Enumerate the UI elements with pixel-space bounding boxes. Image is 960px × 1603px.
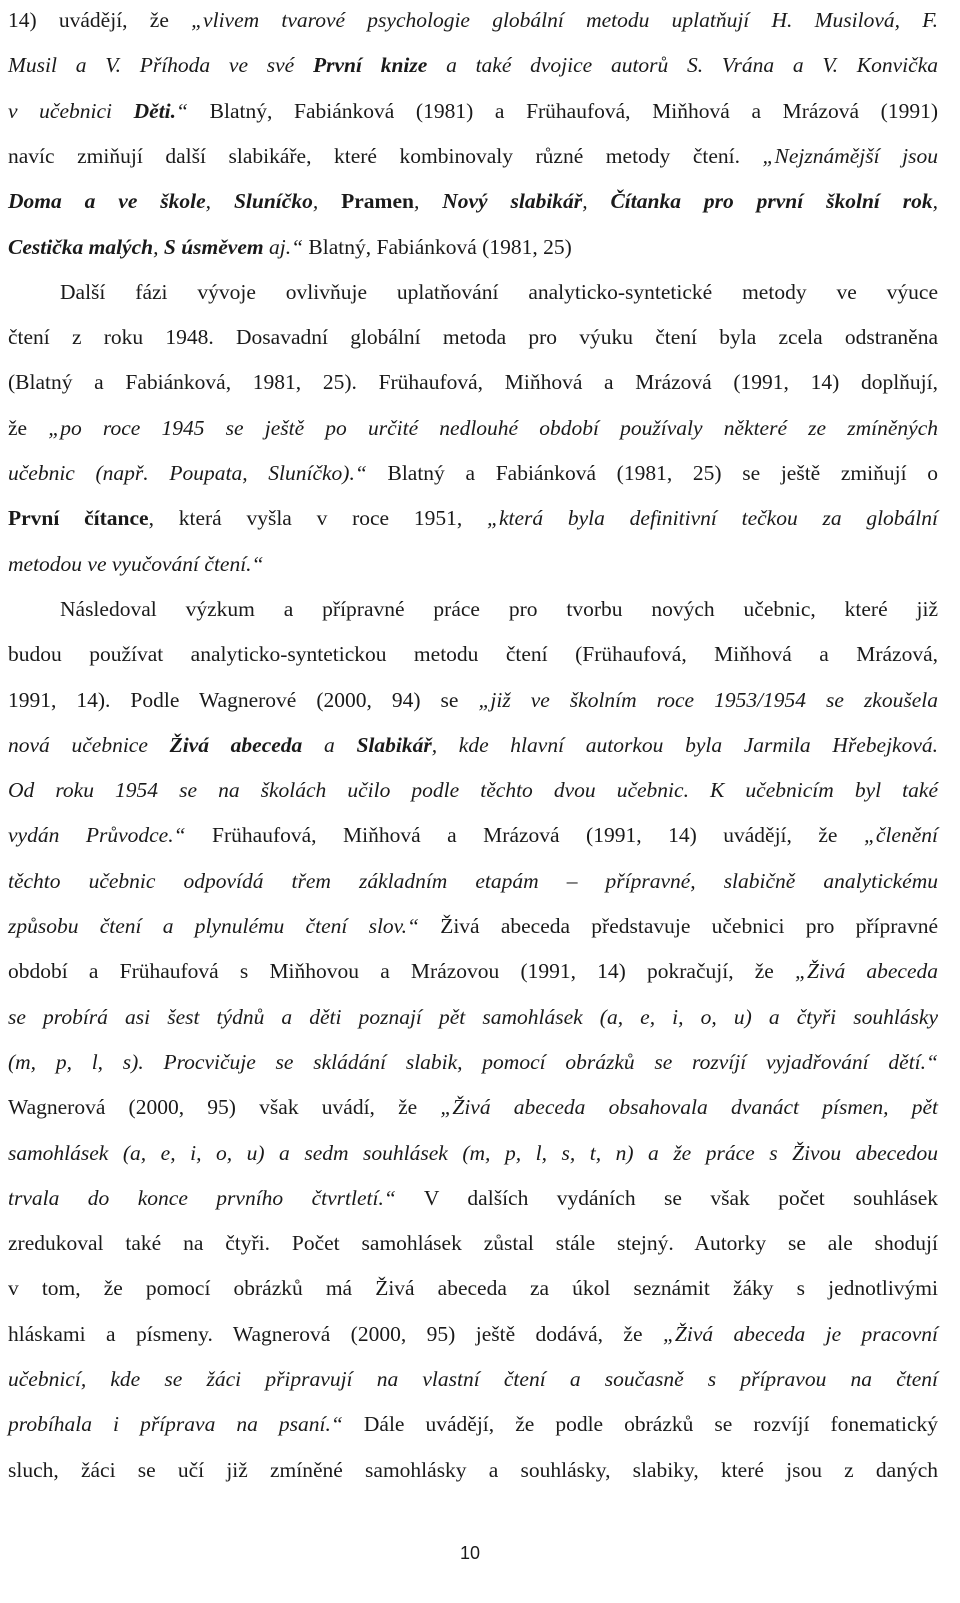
text-run: v tom, že pomocí obrázků má Živá abeceda za úkol seznámit žáky s jednotlivými [8, 1276, 938, 1301]
text-run: Děti. [133, 98, 177, 123]
text-run: , [582, 189, 611, 214]
text-run: Další fázi vývoje ovlivňuje uplatňování analyticko-syntetické metody ve výuce [60, 279, 938, 304]
text-run: budou používat analyticko-syntetickou metodu čtení (Frühaufová, Miňhová a Mrázová, [8, 642, 938, 667]
text-run: „členění [863, 823, 938, 848]
text-line [8, 546, 938, 582]
text-line [8, 1044, 938, 1080]
text-line [8, 93, 938, 129]
text-run: “ [176, 98, 189, 123]
text-run: trvala do konce prvního čtvrtletí.“ [8, 1185, 396, 1210]
text-run: První knize [312, 53, 428, 78]
page-number: 10 [459, 1543, 481, 1563]
text-line [8, 1361, 938, 1397]
text-run: Musil a V. Příhoda ve své [8, 53, 313, 78]
text-run: První čítance [8, 506, 149, 531]
text-run: Živá abeceda představuje učebnici pro přípravné [418, 914, 938, 938]
text-line [8, 772, 938, 808]
text-run: v učebnici [8, 98, 134, 123]
text-line [8, 183, 938, 219]
text-run: „Živá abeceda je pracovní [662, 1321, 938, 1346]
text-run: Nový slabikář [442, 189, 583, 214]
text-run: , [312, 189, 342, 214]
text-line [8, 591, 938, 627]
text-run: Frühaufová, Miňhová a Mrázová (1991, 14) uvádějí, že [185, 823, 864, 848]
text-line [8, 2, 938, 38]
text-line [8, 817, 938, 853]
text-line [8, 1270, 938, 1306]
text-run: , [153, 234, 164, 259]
text-run: hláskami a písmeny. Wagnerová (2000, 95) ještě dodává, že [8, 1321, 663, 1346]
text-run: , [413, 189, 443, 214]
text-run: Čítanka pro první školní rok [610, 189, 933, 214]
text-run: zredukoval také na čtyři. Počet samohlásek zůstal stále stejný. Autorky se ale shodují [8, 1231, 938, 1256]
text-run: Následoval výzkum a přípravné práce pro tvorbu nových učebnic, které již [60, 596, 938, 621]
text-line [8, 1135, 938, 1171]
text-line [8, 410, 938, 446]
text-line [8, 1225, 938, 1261]
text-line [8, 319, 938, 355]
text-line [8, 1180, 938, 1216]
text-line [8, 138, 938, 174]
text-line [8, 682, 938, 718]
text-run: Od roku 1954 se na školách učilo podle těchto dvou učebnic. K učebnicím byl také [8, 778, 938, 803]
text-line [8, 727, 938, 763]
text-line [8, 1316, 938, 1352]
text-line [8, 1406, 938, 1442]
text-run: samohlásek (a, e, i, o, u) a sedm souhlásek (m, p, l, s, t, n) a že práce s Živou abecedou [8, 1140, 938, 1165]
text-run: sluch, žáci se učí již zmíněné samohlásky a souhlásky, slabiky, které jsou z daných [8, 1457, 938, 1482]
text-run: , [205, 189, 234, 214]
text-run: metodou ve vyučování čtení.“ [8, 551, 264, 576]
text-run: 1991, 14). Podle Wagnerové (2000, 94) se [8, 687, 479, 712]
text-run: 14) uvádějí, že [8, 8, 192, 32]
text-line [8, 455, 938, 491]
text-run: „která byla definitivní tečkou za globální [487, 506, 939, 531]
text-run: se probírá asi šest týdnů a děti poznají pět samohlásek (a, e, i, o, u) a čtyři souhlásky [8, 1004, 938, 1029]
text-run: , která vyšla v roce 1951, [148, 506, 487, 531]
text-run: (m, p, l, s). Procvičuje se skládání slabik, pomocí obrázků se rozvíjí vyjadřování dětí.“ [8, 1049, 938, 1074]
text-line [8, 364, 938, 400]
text-run: těchto učebnic odpovídá třem základním etapám – přípravné, slabičně analytickému [8, 868, 938, 893]
text-run: Dále uvádějí, že podle obrázků se rozvíjí fonematický [342, 1412, 938, 1437]
text-line [8, 500, 938, 536]
text-line [8, 636, 938, 672]
text-line [8, 863, 938, 899]
text-run: Živá abeceda [169, 732, 303, 757]
text-run: nová učebnice [8, 732, 170, 757]
text-run: , [932, 189, 939, 214]
text-run: a také dvojice autorů S. Vrána a V. Konvička [427, 53, 938, 78]
text-line [8, 953, 938, 989]
text-run: „vlivem tvarové psychologie globální metodu uplatňují H. Musilová, F. [191, 8, 938, 32]
text-run: aj.“ [263, 234, 304, 259]
text-run: učebnic (např. Poupata, Sluníčko).“ [8, 461, 367, 485]
text-run: navíc zmiňují další slabikáře, které kombinovaly různé metody čtení. [8, 143, 763, 168]
text-line [8, 908, 938, 944]
text-run: V dalších vydáních se však počet souhlásek [395, 1185, 938, 1210]
text-run: Blatný, Fabiánková (1981, 25) [303, 234, 572, 259]
text-line [8, 1452, 938, 1488]
text-run: že [8, 415, 49, 440]
text-run: probíhala i příprava na psaní.“ [8, 1412, 343, 1437]
text-run: Blatný a Fabiánková (1981, 25) se ještě zmiňují o [366, 461, 938, 485]
text-run: období a Frühaufová s Miňhovou a Mrázovou (1991, 14) pokračují, že [8, 959, 796, 984]
text-run: Blatný, Fabiánková (1981) a Frühaufová, Miňhová a Mrázová (1991) [188, 98, 938, 123]
text-run: čtení z roku 1948. Dosavadní globální metoda pro výuku čtení byla zcela odstraněna [8, 325, 938, 350]
text-run: Cestička malých [8, 234, 154, 259]
text-line [8, 999, 938, 1035]
text-run: S úsměvem [163, 234, 264, 259]
text-run: způsobu čtení a plynulému čtení slov.“ [8, 914, 419, 938]
text-run: vydán Průvodce.“ [8, 823, 186, 848]
text-run: „již ve školním roce 1953/1954 se zkoušela [478, 687, 938, 712]
text-line [8, 1089, 938, 1125]
text-run: učebnicí, kde se žáci připravují na vlastní čtení a současně s přípravou na čtení [8, 1367, 938, 1391]
text-run: Wagnerová (2000, 95) však uvádí, že [8, 1095, 441, 1120]
text-run: „po roce 1945 se ještě po určité nedlouhé období používaly některé ze zmíněných [48, 415, 938, 440]
text-run: Pramen [341, 189, 414, 214]
text-run: Doma a ve škole [8, 189, 206, 214]
text-run: Sluníčko [233, 189, 313, 214]
text-run: a [302, 732, 357, 757]
text-run: „Živá abeceda obsahovala dvanáct písmen, pět [440, 1095, 938, 1120]
text-line [8, 274, 938, 310]
text-run: (Blatný a Fabiánková, 1981, 25). Frühaufová, Miňhová a Mrázová (1991, 14) doplňují, [8, 370, 938, 395]
text-line [8, 47, 938, 83]
text-run: Slabikář [356, 732, 432, 757]
text-run: , kde hlavní autorkou byla Jarmila Hřebejková. [431, 732, 939, 757]
text-line [8, 229, 938, 265]
text-run: „Nejznámější jsou [762, 143, 938, 168]
text-run: „Živá abeceda [795, 959, 938, 984]
